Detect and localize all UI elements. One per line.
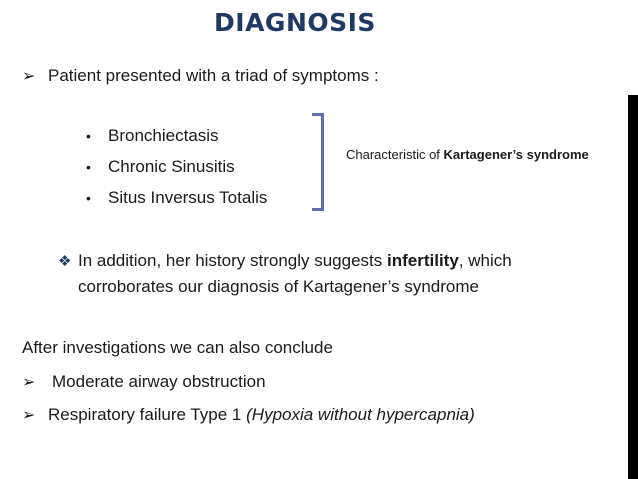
finding-text: Respiratory failure Type 1 xyxy=(48,405,247,424)
characteristic-note xyxy=(346,145,596,165)
intro-line xyxy=(22,66,379,86)
conclusion-line xyxy=(22,338,333,358)
finding-item xyxy=(22,405,475,425)
addition-text-1: In addition, her history strongly suggests xyxy=(78,251,387,270)
addition-text-2: , which xyxy=(458,251,512,270)
syndrome-name: Kartagener’s syndrome xyxy=(443,147,589,162)
arrow-bullet-icon: ➢ xyxy=(22,374,36,391)
finding-item xyxy=(22,372,266,392)
dot-bullet-icon: • xyxy=(86,190,91,206)
symptom-item xyxy=(86,188,267,208)
side-bar-top xyxy=(628,0,638,95)
dot-bullet-icon: • xyxy=(86,159,91,175)
infertility-term: infertility xyxy=(387,251,459,270)
diamond-bullet-icon: ❖ xyxy=(58,253,72,270)
side-bar xyxy=(628,95,638,479)
characteristic-prefix: Characteristic of xyxy=(346,147,444,162)
arrow-bullet-icon: ➢ xyxy=(22,68,36,85)
right-bracket xyxy=(312,113,324,211)
conclusion-text: After investigations we can also conclude xyxy=(22,338,333,357)
symptom-text: Chronic Sinusitis xyxy=(108,157,235,176)
finding-text: Moderate airway obstruction xyxy=(52,372,266,391)
dot-bullet-icon: • xyxy=(86,128,91,144)
arrow-bullet-icon: ➢ xyxy=(22,407,36,424)
slide-title: DIAGNOSIS xyxy=(214,8,376,37)
intro-text: Patient presented with a triad of symptoms : xyxy=(48,66,379,85)
addition-line-2 xyxy=(78,277,479,297)
addition-line-1 xyxy=(58,251,512,271)
addition-text-3: corroborates our diagnosis of Kartagener’s syndrome xyxy=(78,277,479,296)
symptom-text: Situs Inversus Totalis xyxy=(108,188,268,207)
symptom-item xyxy=(86,157,235,177)
finding-detail: (Hypoxia without hypercapnia) xyxy=(246,405,475,424)
symptom-item xyxy=(86,126,219,146)
symptom-text: Bronchiectasis xyxy=(108,126,219,145)
